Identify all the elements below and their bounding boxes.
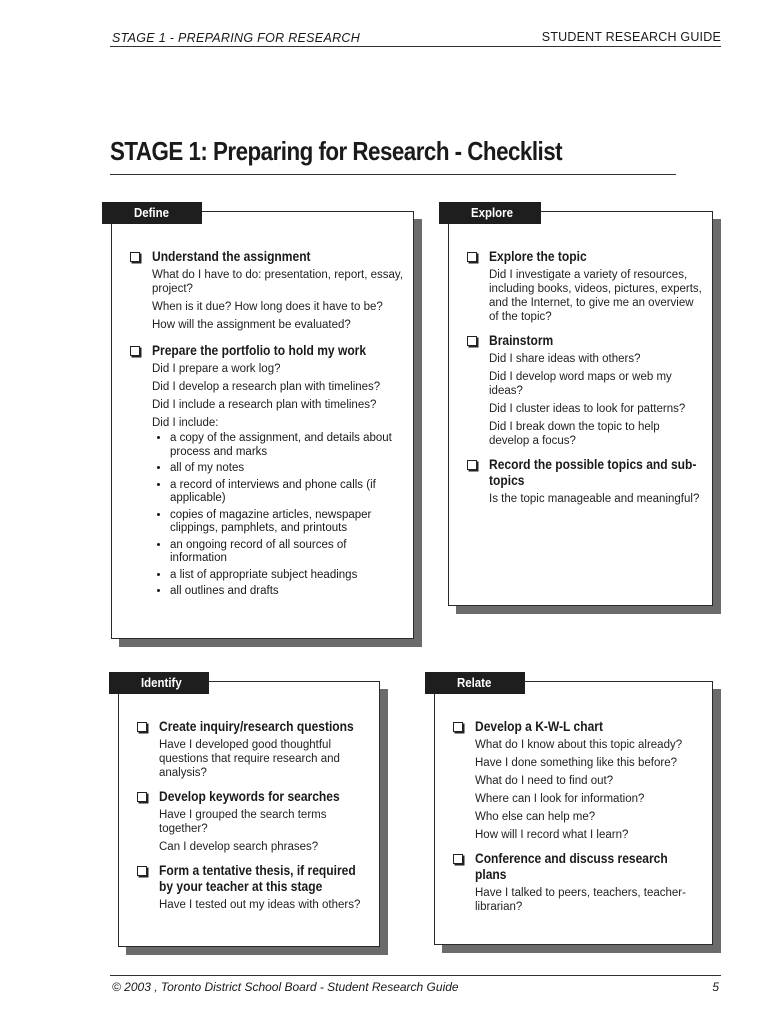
question: Did I develop word maps or web my ideas? bbox=[489, 371, 672, 397]
define-tab: Define bbox=[102, 202, 202, 224]
checkbox-icon[interactable] bbox=[453, 722, 463, 732]
checklist-item bbox=[128, 342, 403, 599]
question: Have I grouped the search terms together? bbox=[159, 809, 327, 835]
explore-content bbox=[465, 248, 702, 512]
relate-content bbox=[451, 718, 702, 920]
checklist-item bbox=[465, 332, 702, 448]
question: How will the assignment be evaluated? bbox=[152, 319, 351, 331]
question: What do I need to find out? bbox=[475, 775, 614, 787]
identify-content bbox=[135, 718, 369, 918]
question: What do I have to do: presentation, report, essay, project? bbox=[152, 269, 404, 295]
checklist-item bbox=[465, 456, 702, 506]
checkbox-icon[interactable] bbox=[467, 252, 477, 262]
checkbox-icon[interactable] bbox=[467, 336, 477, 346]
question: Have I done something like this before? bbox=[475, 757, 678, 769]
item-heading: Form a tentative thesis, if required by your teacher at this stage bbox=[159, 862, 356, 894]
checkbox-icon[interactable] bbox=[137, 792, 147, 802]
running-header-guide: STUDENT RESEARCH GUIDE bbox=[541, 30, 721, 44]
bullet-item: • a list of appropriate subject headings bbox=[170, 569, 403, 583]
question: Did I share ideas with others? bbox=[489, 353, 641, 365]
question: Did I include a research plan with timelines? bbox=[152, 399, 377, 411]
question: Did I include: bbox=[152, 417, 219, 429]
define-content bbox=[128, 248, 403, 605]
question: Did I develop a research plan with timelines? bbox=[152, 381, 381, 393]
define-box bbox=[111, 205, 414, 639]
checklist-item bbox=[135, 788, 369, 854]
checklist-item bbox=[135, 718, 369, 780]
checkbox-icon[interactable] bbox=[453, 854, 463, 864]
footer-rule bbox=[110, 975, 721, 976]
item-heading: Explore the topic bbox=[489, 248, 587, 264]
item-heading: Develop a K-W-L chart bbox=[475, 718, 603, 734]
item-heading: Prepare the portfolio to hold my work bbox=[152, 342, 367, 358]
bullet-item: • a record of interviews and phone calls (if applicable) bbox=[170, 479, 403, 506]
portfolio-bullet-list bbox=[152, 432, 403, 599]
bullet-item: • all of my notes bbox=[170, 462, 403, 476]
question: Where can I look for information? bbox=[475, 793, 645, 805]
page-title: STAGE 1: Preparing for Research - Checklist bbox=[110, 136, 563, 166]
checklist-item bbox=[451, 850, 702, 914]
checklist-item bbox=[135, 862, 369, 912]
question: Have I developed good thoughtful questions that require research and analysis? bbox=[159, 739, 340, 779]
checkbox-icon[interactable] bbox=[137, 866, 147, 876]
question: How will I record what I learn? bbox=[475, 829, 629, 841]
question: When is it due? How long does it have to be? bbox=[152, 301, 383, 313]
identify-tab: Identify bbox=[109, 672, 209, 694]
checklist-item bbox=[128, 248, 403, 332]
header-rule bbox=[110, 46, 721, 47]
question: Did I prepare a work log? bbox=[152, 363, 281, 375]
running-header-section: STAGE 1 - PREPARING FOR RESEARCH bbox=[112, 31, 361, 45]
checkbox-icon[interactable] bbox=[467, 460, 477, 470]
question: Have I talked to peers, teachers, teacher-librarian? bbox=[475, 887, 686, 913]
question: Who else can help me? bbox=[475, 811, 596, 823]
relate-box bbox=[434, 675, 713, 945]
explore-tab: Explore bbox=[439, 202, 541, 224]
question: Have I tested out my ideas with others? bbox=[159, 899, 361, 911]
question: Did I cluster ideas to look for patterns? bbox=[489, 403, 686, 415]
item-heading: Record the possible topics and sub-topics bbox=[489, 456, 697, 488]
bullet-item: • a copy of the assignment, and details about process and marks bbox=[170, 432, 403, 459]
item-heading: Develop keywords for searches bbox=[159, 788, 340, 804]
question: Did I investigate a variety of resources, including books, videos, pictures, experts, and the Internet, to give me an overview of the topic? bbox=[489, 269, 702, 323]
checklist-item bbox=[451, 718, 702, 842]
item-heading: Conference and discuss research plans bbox=[475, 850, 668, 882]
bullet-item: • copies of magazine articles, newspaper clippings, pamphlets, and printouts bbox=[170, 509, 403, 536]
checkbox-icon[interactable] bbox=[130, 346, 140, 356]
question: Can I develop search phrases? bbox=[159, 841, 319, 853]
checkbox-icon[interactable] bbox=[137, 722, 147, 732]
relate-tab: Relate bbox=[425, 672, 525, 694]
question: What do I know about this topic already? bbox=[475, 739, 683, 751]
checklist-item bbox=[465, 248, 702, 324]
bullet-item: • all outlines and drafts bbox=[170, 585, 403, 599]
bullet-item: • an ongoing record of all sources of information bbox=[170, 539, 403, 566]
item-heading: Understand the assignment bbox=[152, 248, 311, 264]
item-heading: Brainstorm bbox=[489, 332, 554, 348]
identify-box bbox=[118, 675, 380, 947]
page-number: 5 bbox=[712, 980, 719, 994]
title-rule bbox=[110, 174, 676, 175]
explore-box bbox=[448, 205, 713, 606]
question: Did I break down the topic to help develop a focus? bbox=[489, 421, 660, 447]
checkbox-icon[interactable] bbox=[130, 252, 140, 262]
footer-copyright: © 2003 , Toronto District School Board - Student Research Guide bbox=[112, 980, 459, 994]
item-heading: Create inquiry/research questions bbox=[159, 718, 354, 734]
question: Is the topic manageable and meaningful? bbox=[489, 493, 700, 505]
